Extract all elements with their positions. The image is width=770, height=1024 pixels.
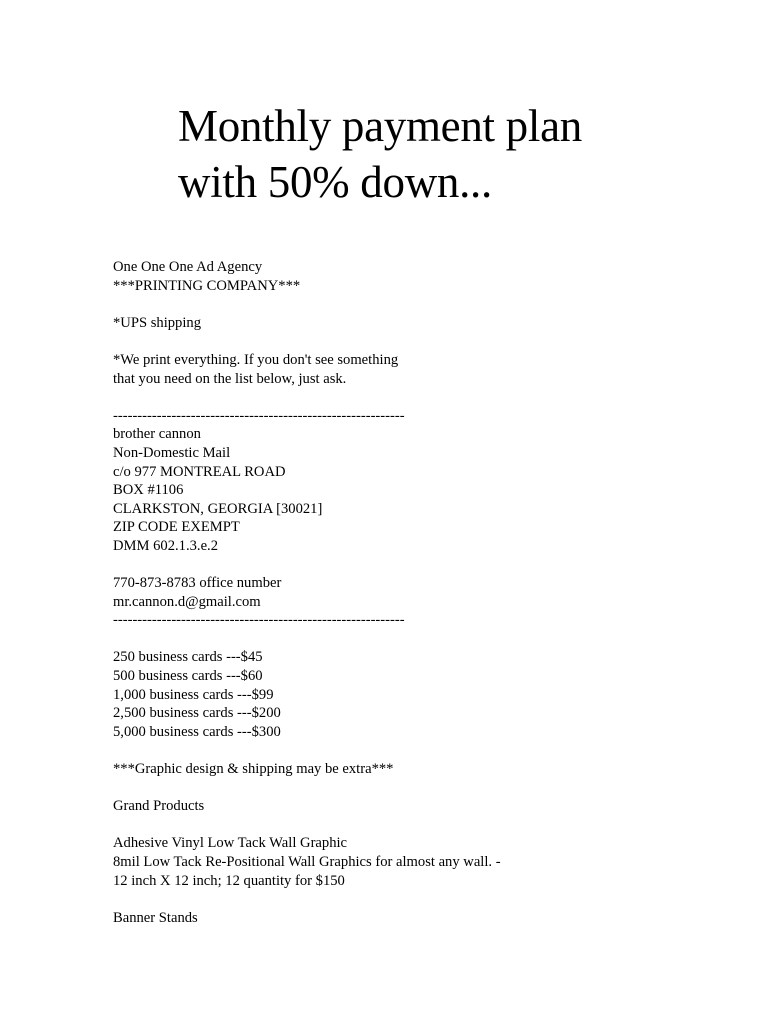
company-name: One One One Ad Agency xyxy=(113,259,263,275)
products-heading: Grand Products xyxy=(113,798,205,815)
email-address[interactable]: mr.cannon.d@gmail.com xyxy=(113,593,261,610)
address-line-5: CLARKSTON, GEORGIA [30021] xyxy=(113,500,323,517)
headline-line-1: Monthly payment plan xyxy=(178,101,582,151)
phone-number: 770-873-8783 office number xyxy=(113,575,282,592)
spacer xyxy=(113,816,733,835)
address-line-4: BOX #1106 xyxy=(113,482,184,499)
spacer xyxy=(113,890,733,909)
vinyl-product-title: Adhesive Vinyl Low Tack Wall Graphic xyxy=(113,835,348,852)
spacer xyxy=(113,388,733,407)
address-line-3: c/o 977 MONTREAL ROAD xyxy=(113,463,286,480)
print-note-line-2: that you need on the list below, just ask. xyxy=(113,370,347,387)
vinyl-product-description-1: 8mil Low Tack Re-Positional Wall Graphics for almost any wall. - xyxy=(113,854,501,870)
price-item: 2,500 business cards ---$200 xyxy=(113,705,281,722)
spacer xyxy=(113,630,733,649)
spacer xyxy=(113,332,733,351)
separator-top: ------------------------------------------------------------ xyxy=(113,407,405,424)
print-note-line-1: *We print everything. If you don't see something xyxy=(113,351,399,368)
shipping-note: *UPS shipping xyxy=(113,314,201,331)
headline-line-2: with 50% down... xyxy=(178,157,492,207)
separator-bottom: ------------------------------------------------------------ xyxy=(113,612,405,629)
price-item: 250 business cards ---$45 xyxy=(113,649,263,666)
price-item: 1,000 business cards ---$99 xyxy=(113,686,274,703)
address-line-6: ZIP CODE EXEMPT xyxy=(113,519,240,536)
spacer xyxy=(113,295,733,314)
price-item: 500 business cards ---$60 xyxy=(113,668,263,685)
spacer xyxy=(113,741,733,760)
banner-stands-title: Banner Stands xyxy=(113,909,198,926)
document-body xyxy=(113,258,733,927)
price-item: 5,000 business cards ---$300 xyxy=(113,723,281,740)
vinyl-product-description-2: 12 inch X 12 inch; 12 quantity for $150 xyxy=(113,872,345,889)
extra-charges-note: ***Graphic design & shipping may be extra*** xyxy=(113,761,394,778)
spacer xyxy=(113,779,733,798)
address-line-1: brother cannon xyxy=(113,426,201,443)
page-headline xyxy=(178,98,582,210)
address-line-7: DMM 602.1.3.e.2 xyxy=(113,537,218,554)
address-line-2: Non-Domestic Mail xyxy=(113,444,231,461)
spacer xyxy=(113,556,733,575)
company-tagline: ***PRINTING COMPANY*** xyxy=(113,277,301,294)
